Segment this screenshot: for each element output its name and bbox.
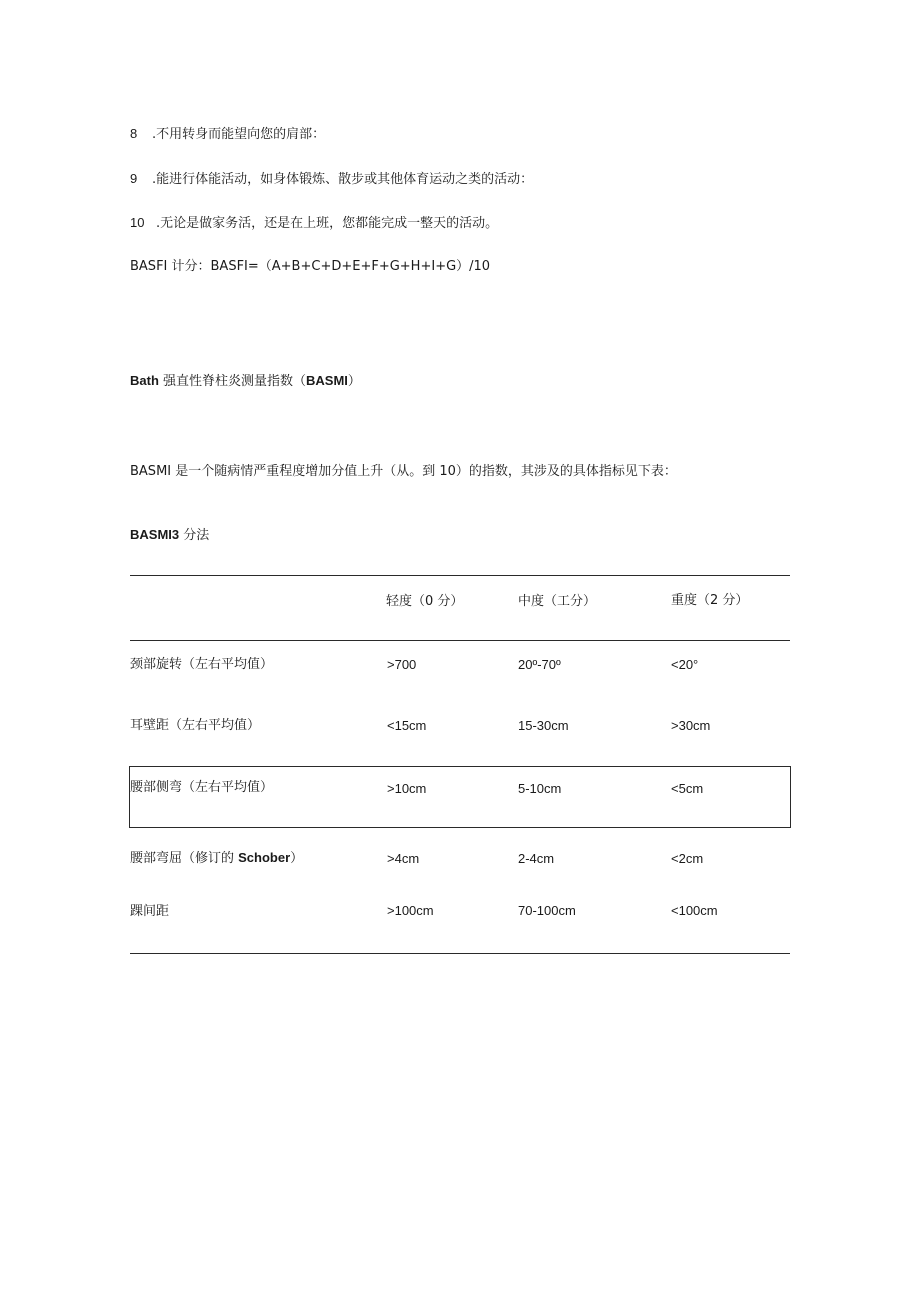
row-label: [130, 850, 303, 867]
list-item-10: [130, 215, 498, 232]
heading-abbr: BASMI: [306, 373, 348, 388]
row-mild: >100cm: [387, 903, 434, 918]
item-number: 10: [130, 215, 145, 230]
heading-prefix: Bath: [130, 373, 159, 388]
table-title-bold: BASMI3: [130, 527, 180, 542]
table-title: [130, 527, 209, 544]
row-severe: <2cm: [671, 851, 704, 866]
header-cell-moderate: 中度（工分）: [518, 594, 597, 609]
item-text: .能进行体能活动，如身体锻炼、散步或其他体育运动之类的活动：: [152, 172, 534, 187]
row-severe: <20°: [671, 657, 699, 672]
basmi-description: [130, 464, 677, 480]
list-item-8: [130, 126, 325, 143]
row-label: 颈部旋转（左右平均值）: [130, 657, 274, 672]
table-bottom-rule: [130, 953, 790, 954]
row-moderate: 5-10cm: [518, 781, 562, 796]
row-moderate: 2-4cm: [518, 851, 555, 866]
row-label-end: ）: [290, 851, 304, 866]
heading-middle: 强直性脊柱炎测量指数（: [158, 374, 307, 389]
basmi-heading: [130, 373, 361, 390]
row-severe: >30cm: [671, 718, 711, 733]
table-top-rule: [130, 575, 790, 576]
item-text: .无论是做家务活，还是在上班，您都能完成一整天的活动。: [156, 216, 499, 231]
row-mild: >700: [387, 657, 417, 672]
row-label-bold: Schober: [238, 850, 291, 865]
basmi-description-text: BASMI 是一个随病情严重程度增加分值上升（从。到 10）的指数，其涉及的具体指标见下表：: [130, 464, 677, 479]
item-number: 8: [130, 126, 138, 141]
basfi-formula-text: BASFI 计分：BASFI=（A+B+C+D+E+F+G+H+I+G）/10: [130, 259, 491, 274]
row-label: 踝间距: [130, 904, 170, 919]
table-title-rest: 分法: [179, 528, 210, 543]
item-number: 9: [130, 171, 138, 186]
basfi-formula: [130, 259, 490, 275]
row-moderate: 15-30cm: [518, 718, 569, 733]
row-label: 耳壁距（左右平均值）: [130, 718, 261, 733]
row-mild: >4cm: [387, 851, 420, 866]
header-cell-mild: 轻度（0 分）: [386, 594, 464, 609]
list-item-9: [130, 171, 533, 188]
row-mild: >10cm: [387, 781, 427, 796]
row-moderate: 70-100cm: [518, 903, 576, 918]
item-text: .不用转身而能望向您的肩部：: [152, 127, 326, 142]
row-severe: <5cm: [671, 781, 704, 796]
row-mild: <15cm: [387, 718, 427, 733]
row-severe: <100cm: [671, 903, 718, 918]
header-cell-severe: 重度（2 分）: [671, 593, 749, 608]
heading-suffix: ）: [347, 374, 361, 389]
table-header-rule: [130, 640, 790, 641]
highlighted-row-box: [129, 766, 791, 828]
row-label: 腰部侧弯（左右平均值）: [130, 780, 274, 795]
row-label-text: 腰部弯屈（修订的: [130, 851, 239, 866]
row-moderate: 20º-70º: [518, 657, 561, 672]
